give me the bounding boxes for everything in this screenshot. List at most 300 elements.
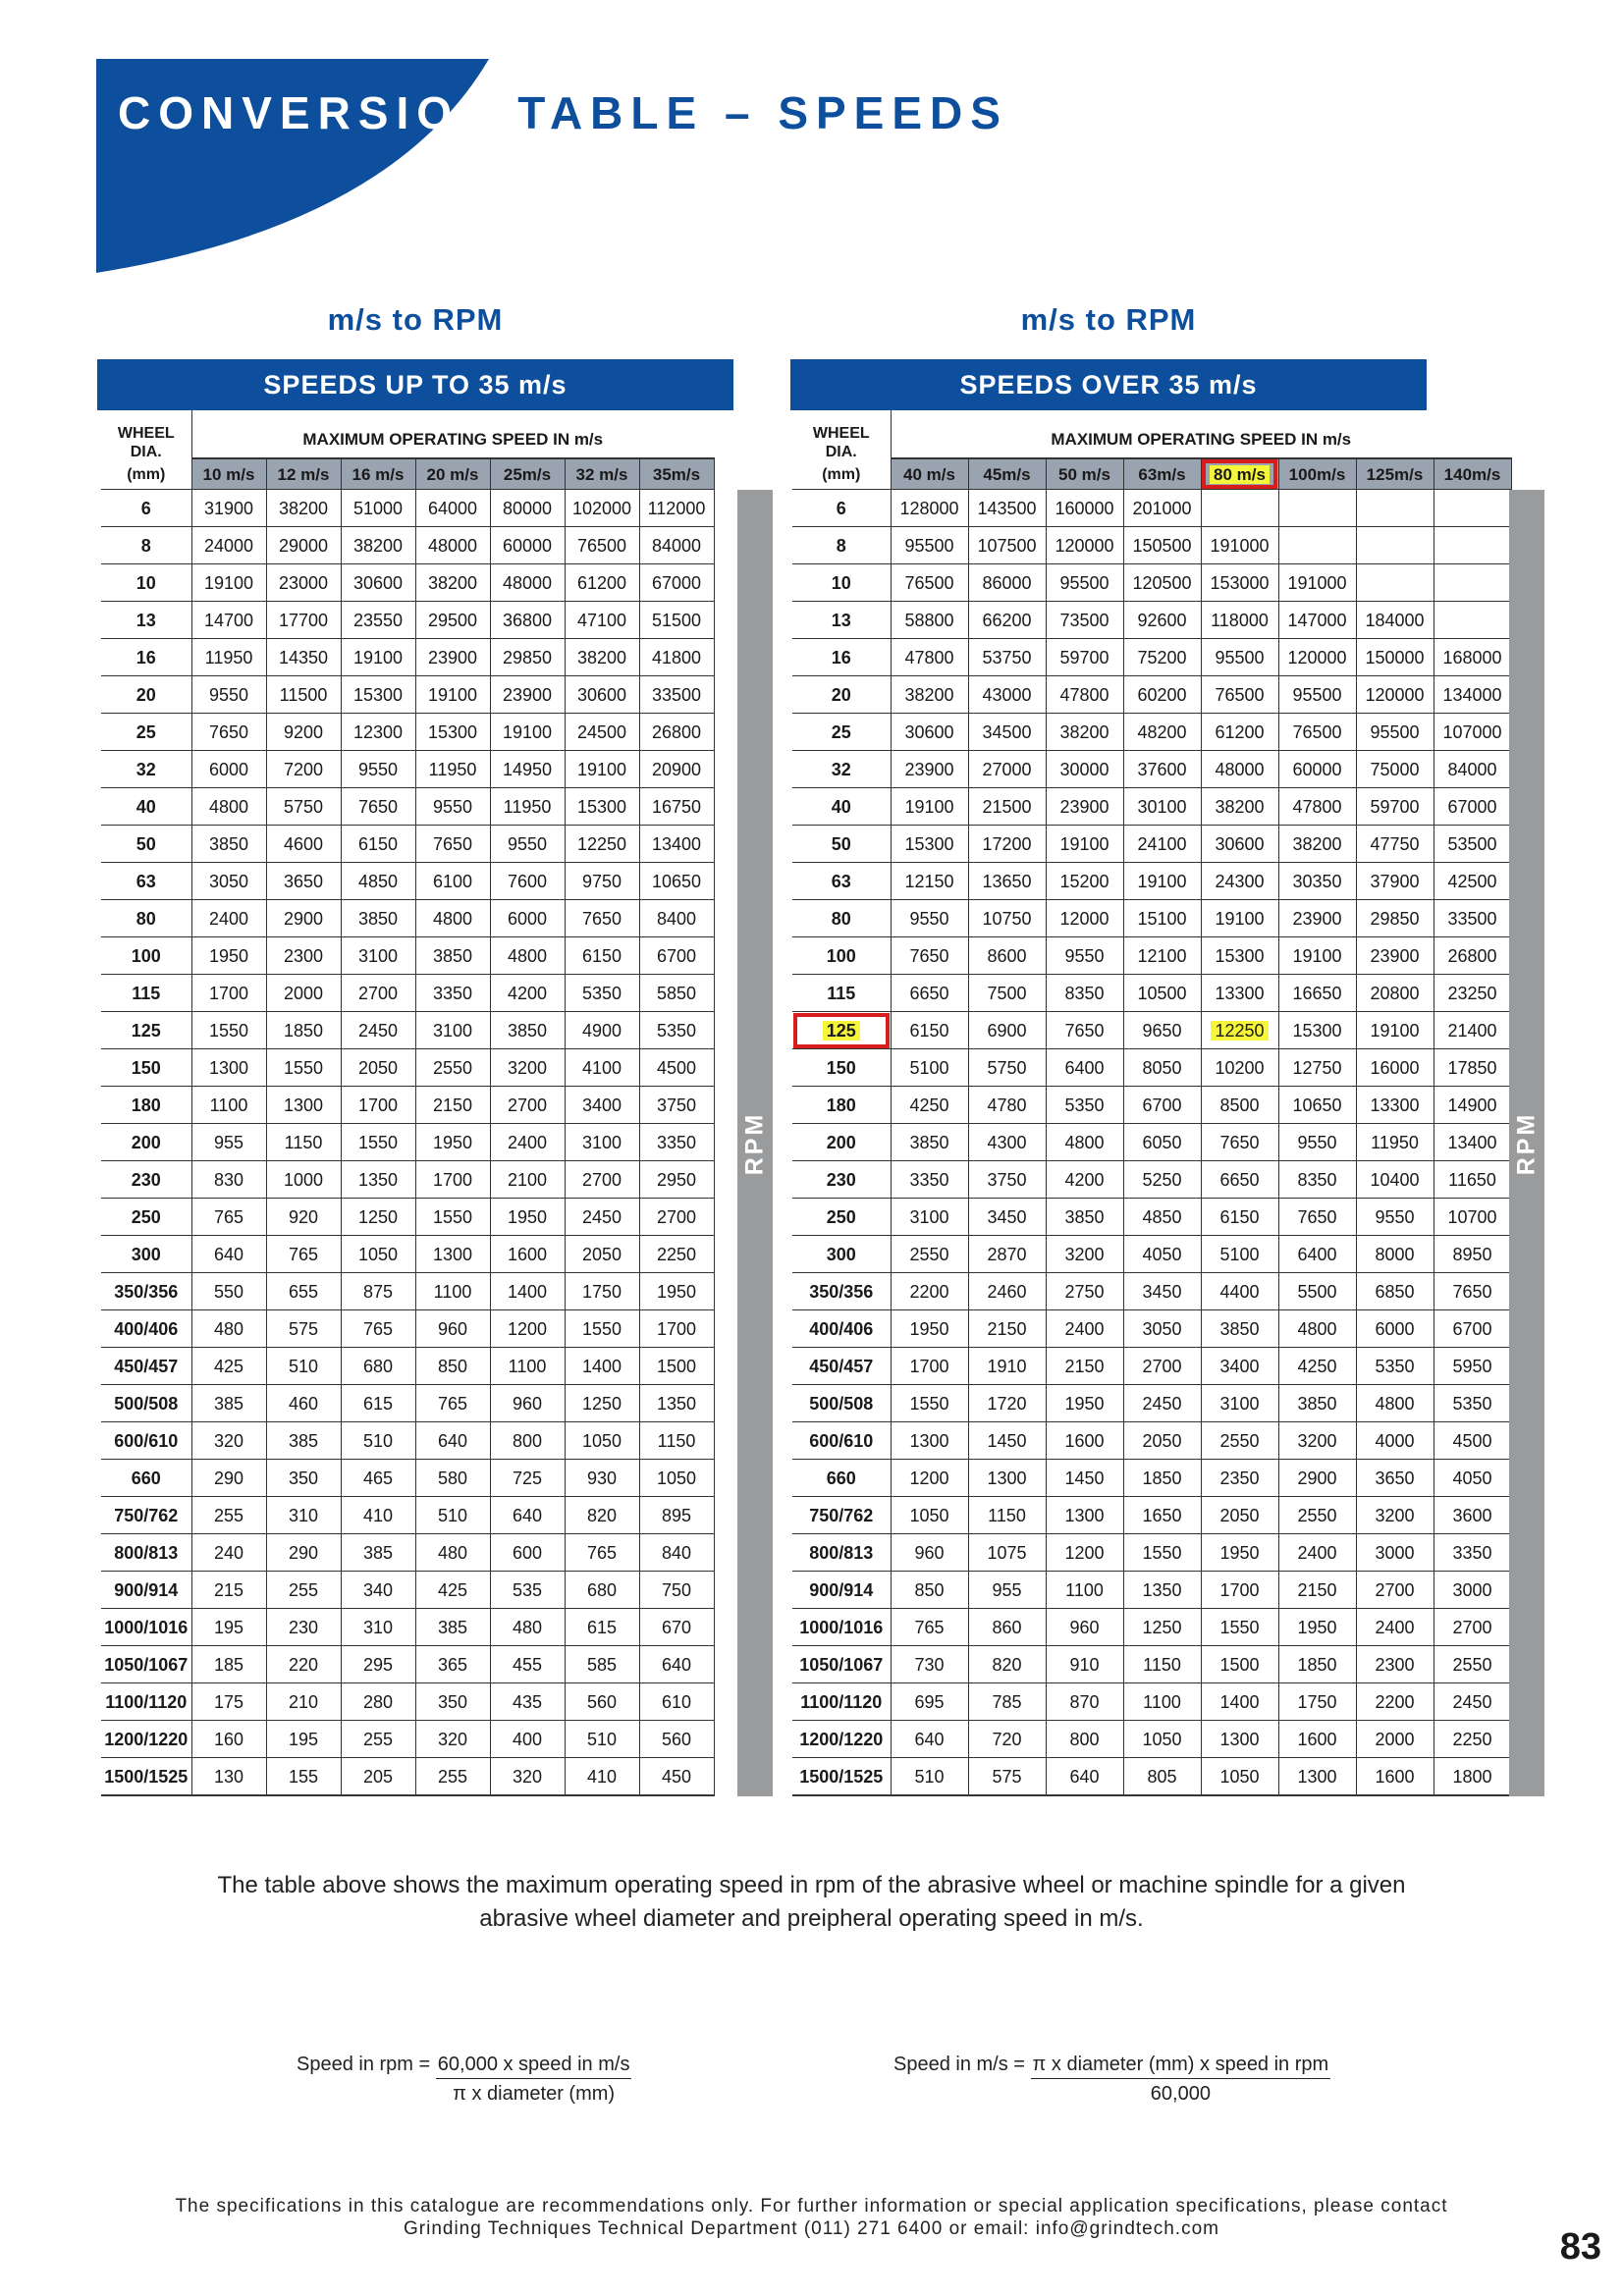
rpm-value-cell: 2900 <box>1278 1460 1356 1497</box>
rpm-value-cell: 4500 <box>1434 1422 1511 1460</box>
rpm-value-cell: 7650 <box>1278 1199 1356 1236</box>
table-row <box>101 1385 714 1422</box>
wheel-diameter-cell: 450/457 <box>101 1348 191 1385</box>
rpm-value-cell: 1400 <box>1201 1683 1278 1721</box>
rpm-value-cell: 2400 <box>1356 1609 1434 1646</box>
wheel-diameter-cell: 660 <box>101 1460 191 1497</box>
rpm-value-cell: 3350 <box>891 1161 968 1199</box>
rpm-value-cell: 19100 <box>1123 863 1201 900</box>
table-description <box>157 1869 1466 1936</box>
rpm-value-cell: 10500 <box>1123 975 1201 1012</box>
rpm-value-cell: 4800 <box>1046 1124 1123 1161</box>
rpm-value-cell: 1650 <box>1123 1497 1201 1534</box>
wheel-diameter-cell: 1500/1525 <box>792 1758 891 1796</box>
rpm-value-cell: 2700 <box>1434 1609 1511 1646</box>
right-rpm-side-bar <box>1509 490 1544 1796</box>
wheel-diameter-cell: 115 <box>101 975 191 1012</box>
table-row <box>792 1236 1511 1273</box>
ms-formula-denominator: 60,000 <box>1150 2083 1211 2105</box>
rpm-value-cell: 16750 <box>639 788 714 826</box>
rpm-value-cell: 450 <box>639 1758 714 1796</box>
rpm-value-cell: 1150 <box>639 1422 714 1460</box>
rpm-value-cell <box>1356 490 1434 527</box>
rpm-value-cell: 2350 <box>1201 1460 1278 1497</box>
rpm-value-cell: 150500 <box>1123 527 1201 564</box>
rpm-value-cell: 11950 <box>415 751 490 788</box>
rpm-value-cell: 6400 <box>1046 1049 1123 1087</box>
rpm-value-cell: 1100 <box>415 1273 490 1310</box>
wheel-diameter-cell: 16 <box>101 639 191 676</box>
rpm-value-cell: 1450 <box>1046 1460 1123 1497</box>
table-row <box>101 1348 714 1385</box>
rpm-value-cell: 2250 <box>639 1236 714 1273</box>
rpm-value-cell: 29000 <box>266 527 341 564</box>
speed-column-header: 12 m/s <box>266 458 341 490</box>
table-row <box>101 1049 714 1087</box>
rpm-value-cell: 12000 <box>1046 900 1123 937</box>
rpm-value-cell: 30350 <box>1278 863 1356 900</box>
rpm-value-cell: 2550 <box>1278 1497 1356 1534</box>
rpm-value-cell: 6000 <box>490 900 565 937</box>
rpm-value-cell: 1950 <box>1278 1609 1356 1646</box>
rpm-value-cell: 19100 <box>1356 1012 1434 1049</box>
right-conversion-table <box>792 410 1512 1796</box>
wheel-diameter-cell: 230 <box>792 1161 891 1199</box>
rpm-value-cell: 7650 <box>891 937 968 975</box>
rpm-value-cell: 41800 <box>639 639 714 676</box>
rpm-value-cell: 7650 <box>191 714 266 751</box>
left-rpm-side-bar <box>737 490 773 1796</box>
rpm-value-cell: 2700 <box>639 1199 714 1236</box>
speed-column-header: 140m/s <box>1434 458 1511 490</box>
rpm-value-cell: 53500 <box>1434 826 1511 863</box>
rpm-value-cell: 4100 <box>565 1049 639 1087</box>
rpm-value-cell: 480 <box>191 1310 266 1348</box>
rpm-value-cell: 255 <box>191 1497 266 1534</box>
rpm-value-cell: 1700 <box>891 1348 968 1385</box>
rpm-value-cell: 3850 <box>1278 1385 1356 1422</box>
rpm-value-cell: 48200 <box>1123 714 1201 751</box>
rpm-value-cell: 535 <box>490 1572 565 1609</box>
wheel-diameter-cell: 1100/1120 <box>101 1683 191 1721</box>
rpm-value-cell: 13300 <box>1201 975 1278 1012</box>
rpm-value-cell: 640 <box>891 1721 968 1758</box>
speed-column-header: 25m/s <box>490 458 565 490</box>
rpm-value-cell: 560 <box>565 1683 639 1721</box>
page-title <box>118 86 1008 139</box>
rpm-value-cell: 47800 <box>1278 788 1356 826</box>
rpm-value-cell: 1700 <box>415 1161 490 1199</box>
rpm-value-cell: 80000 <box>490 490 565 527</box>
rpm-value-cell: 670 <box>639 1609 714 1646</box>
rpm-value-cell: 1350 <box>341 1161 415 1199</box>
rpm-value-cell: 19100 <box>191 564 266 602</box>
rpm-value-cell: 14950 <box>490 751 565 788</box>
wheel-diameter-cell: 180 <box>792 1087 891 1124</box>
rpm-value-cell: 4800 <box>191 788 266 826</box>
rpm-value-cell: 2250 <box>1434 1721 1511 1758</box>
rpm-value-cell: 1500 <box>1201 1646 1278 1683</box>
rpm-value-cell: 5100 <box>891 1049 968 1087</box>
table-row <box>101 1683 714 1721</box>
table-row <box>101 1758 714 1796</box>
rpm-value-cell: 1050 <box>565 1422 639 1460</box>
rpm-value-cell: 51500 <box>639 602 714 639</box>
rpm-value-cell: 6700 <box>639 937 714 975</box>
rpm-value-cell: 147000 <box>1278 602 1356 639</box>
rpm-value-cell <box>1356 564 1434 602</box>
rpm-value-cell: 195 <box>266 1721 341 1758</box>
rpm-value-cell: 7650 <box>415 826 490 863</box>
rpm-value-cell: 2450 <box>1123 1385 1201 1422</box>
rpm-value-cell: 38200 <box>415 564 490 602</box>
rpm-value-cell: 1300 <box>1046 1497 1123 1534</box>
rpm-value-cell: 48000 <box>415 527 490 564</box>
rpm-value-cell: 1200 <box>490 1310 565 1348</box>
rpm-value-cell: 10650 <box>1278 1087 1356 1124</box>
rpm-value-cell: 1700 <box>1201 1572 1278 1609</box>
rpm-value-cell: 6000 <box>1356 1310 1434 1348</box>
rpm-value-cell: 1150 <box>1123 1646 1201 1683</box>
rpm-value-cell: 1400 <box>565 1348 639 1385</box>
left-speed-bar: SPEEDS UP TO 35 m/s <box>97 359 733 410</box>
rpm-value-cell: 910 <box>1046 1646 1123 1683</box>
rpm-value-cell: 6400 <box>1278 1236 1356 1273</box>
rpm-value-cell: 17700 <box>266 602 341 639</box>
page-number: 83 <box>1559 2226 1601 2268</box>
rpm-formula-prefix: Speed in rpm = <box>297 2054 431 2075</box>
rpm-value-cell: 1100 <box>490 1348 565 1385</box>
rpm-value-cell: 13650 <box>968 863 1046 900</box>
table-row <box>792 1609 1511 1646</box>
rpm-value-cell: 4850 <box>341 863 415 900</box>
rpm-value-cell: 30000 <box>1046 751 1123 788</box>
rpm-value-cell: 29850 <box>490 639 565 676</box>
rpm-value-cell: 2870 <box>968 1236 1046 1273</box>
rpm-value-cell: 765 <box>891 1609 968 1646</box>
rpm-value-cell: 840 <box>639 1534 714 1572</box>
rpm-value-cell: 84000 <box>639 527 714 564</box>
rpm-value-cell: 3100 <box>565 1124 639 1161</box>
rpm-value-cell: 86000 <box>968 564 1046 602</box>
rpm-value-cell: 2450 <box>565 1199 639 1236</box>
rpm-value-cell: 76500 <box>565 527 639 564</box>
rpm-value-cell: 150000 <box>1356 639 1434 676</box>
wheel-diameter-cell: 150 <box>101 1049 191 1087</box>
rpm-value-cell: 10750 <box>968 900 1046 937</box>
rpm-value-cell: 1950 <box>490 1199 565 1236</box>
rpm-value-cell: 9550 <box>1278 1124 1356 1161</box>
rpm-value-cell: 13400 <box>639 826 714 863</box>
rpm-value-cell: 210 <box>266 1683 341 1721</box>
rpm-value-cell: 3450 <box>1123 1273 1201 1310</box>
table-row <box>101 1236 714 1273</box>
table-row <box>101 1012 714 1049</box>
table-row <box>792 1310 1511 1348</box>
wheel-diameter-cell: 180 <box>101 1087 191 1124</box>
rpm-value-cell: 1050 <box>1123 1721 1201 1758</box>
rpm-value-cell: 2550 <box>891 1236 968 1273</box>
rpm-value-cell: 1750 <box>565 1273 639 1310</box>
table-row <box>101 975 714 1012</box>
rpm-value-cell: 73500 <box>1046 602 1123 639</box>
rpm-value-cell: 9550 <box>191 676 266 714</box>
rpm-value-cell: 6700 <box>1434 1310 1511 1348</box>
rpm-value-cell: 47800 <box>891 639 968 676</box>
wheel-diameter-cell: 16 <box>792 639 891 676</box>
rpm-value-cell: 6650 <box>1201 1161 1278 1199</box>
rpm-value-cell: 1600 <box>1278 1721 1356 1758</box>
rpm-value-cell: 550 <box>191 1273 266 1310</box>
table-row <box>101 1199 714 1236</box>
rpm-value-cell: 95500 <box>1278 676 1356 714</box>
max-speed-caption: MAXIMUM OPERATING SPEED IN m/s <box>191 410 714 458</box>
wheel-diameter-cell: 13 <box>101 602 191 639</box>
rpm-value-cell: 2550 <box>1201 1422 1278 1460</box>
rpm-value-cell: 6150 <box>1201 1199 1278 1236</box>
rpm-value-cell: 2700 <box>1356 1572 1434 1609</box>
rpm-value-cell: 4800 <box>490 937 565 975</box>
table-row <box>792 676 1511 714</box>
rpm-value-cell: 4800 <box>1278 1310 1356 1348</box>
rpm-value-cell: 51000 <box>341 490 415 527</box>
rpm-value-cell: 2400 <box>1278 1534 1356 1572</box>
rpm-value-cell: 480 <box>415 1534 490 1572</box>
table-row <box>101 1161 714 1199</box>
table-row <box>101 1310 714 1348</box>
rpm-value-cell: 2450 <box>1434 1683 1511 1721</box>
rpm-value-cell: 4900 <box>565 1012 639 1049</box>
rpm-value-cell: 43000 <box>968 676 1046 714</box>
left-conversion-table <box>101 410 715 1796</box>
rpm-formula <box>297 2054 631 2106</box>
rpm-value-cell: 12750 <box>1278 1049 1356 1087</box>
rpm-value-cell: 1600 <box>490 1236 565 1273</box>
rpm-value-cell: 67000 <box>1434 788 1511 826</box>
rpm-value-cell: 1300 <box>191 1049 266 1087</box>
rpm-value-cell: 66200 <box>968 602 1046 639</box>
rpm-value-cell: 6150 <box>341 826 415 863</box>
rpm-value-cell: 960 <box>490 1385 565 1422</box>
rpm-value-cell: 955 <box>191 1124 266 1161</box>
rpm-value-cell: 47100 <box>565 602 639 639</box>
rpm-value-cell: 205 <box>341 1758 415 1796</box>
rpm-value-cell: 480 <box>490 1609 565 1646</box>
rpm-value-cell: 130 <box>191 1758 266 1796</box>
rpm-value-cell: 2150 <box>1278 1572 1356 1609</box>
rpm-value-cell: 3450 <box>968 1199 1046 1236</box>
table-row <box>792 900 1511 937</box>
rpm-value-cell: 76500 <box>1201 676 1278 714</box>
rpm-value-cell: 10700 <box>1434 1199 1511 1236</box>
rpm-value-cell: 1550 <box>266 1049 341 1087</box>
wheel-diameter-cell: 400/406 <box>101 1310 191 1348</box>
table-row <box>101 1646 714 1683</box>
rpm-value-cell: 1050 <box>639 1460 714 1497</box>
rpm-value-cell: 955 <box>968 1572 1046 1609</box>
rpm-value-cell: 805 <box>1123 1758 1201 1796</box>
rpm-value-cell: 640 <box>191 1236 266 1273</box>
wheel-diameter-cell: 50 <box>101 826 191 863</box>
rpm-value-cell: 820 <box>968 1646 1046 1683</box>
wheel-dia-header <box>101 410 191 490</box>
rpm-value-cell: 1910 <box>968 1348 1046 1385</box>
rpm-value-cell: 1150 <box>266 1124 341 1161</box>
rpm-value-cell: 320 <box>415 1721 490 1758</box>
rpm-value-cell: 8350 <box>1278 1161 1356 1199</box>
rpm-value-cell: 640 <box>1046 1758 1123 1796</box>
rpm-value-cell: 1300 <box>968 1460 1046 1497</box>
rpm-value-cell: 2900 <box>266 900 341 937</box>
rpm-value-cell: 2150 <box>1046 1348 1123 1385</box>
rpm-value-cell: 3200 <box>1046 1236 1123 1273</box>
table-row <box>101 602 714 639</box>
rpm-value-cell: 2200 <box>1356 1683 1434 1721</box>
rpm-value-cell <box>1434 490 1511 527</box>
rpm-value-cell: 3100 <box>415 1012 490 1049</box>
rpm-value-cell: 800 <box>1046 1721 1123 1758</box>
rpm-value-cell: 38200 <box>891 676 968 714</box>
rpm-value-cell: 23900 <box>891 751 968 788</box>
wheel-diameter-cell: 50 <box>792 826 891 863</box>
table-row <box>101 1087 714 1124</box>
rpm-value-cell: 112000 <box>639 490 714 527</box>
rpm-value-cell: 7650 <box>565 900 639 937</box>
rpm-value-cell: 875 <box>341 1273 415 1310</box>
rpm-value-cell: 16650 <box>1278 975 1356 1012</box>
wheel-diameter-cell: 6 <box>792 490 891 527</box>
wheel-diameter-cell: 80 <box>101 900 191 937</box>
wheel-diameter-cell <box>792 1012 891 1049</box>
wheel-diameter-cell: 6 <box>101 490 191 527</box>
rpm-value-cell: 53750 <box>968 639 1046 676</box>
wheel-diameter-cell: 63 <box>101 863 191 900</box>
rpm-value-cell: 765 <box>266 1236 341 1273</box>
table-row <box>101 1422 714 1460</box>
rpm-value-cell: 640 <box>415 1422 490 1460</box>
rpm-value-cell: 930 <box>565 1460 639 1497</box>
table-row <box>792 975 1511 1012</box>
rpm-value-cell: 290 <box>191 1460 266 1497</box>
rpm-value-cell: 4600 <box>266 826 341 863</box>
rpm-value-cell: 5950 <box>1434 1348 1511 1385</box>
table-row <box>792 1161 1511 1199</box>
table-row <box>101 1497 714 1534</box>
rpm-value-cell: 960 <box>1046 1609 1123 1646</box>
table-row <box>101 676 714 714</box>
rpm-value-cell: 1100 <box>1046 1572 1123 1609</box>
dia-label: DIA. <box>825 444 857 460</box>
wheel-diameter-cell: 750/762 <box>101 1497 191 1534</box>
rpm-value-cell <box>1434 527 1511 564</box>
rpm-value-cell: 23900 <box>415 639 490 676</box>
rpm-value-cell: 95500 <box>1046 564 1123 602</box>
rpm-value-cell: 2050 <box>341 1049 415 1087</box>
rpm-value-cell: 580 <box>415 1460 490 1497</box>
rpm-value-cell: 34500 <box>968 714 1046 751</box>
wheel-diameter-cell: 40 <box>101 788 191 826</box>
rpm-value-cell: 680 <box>565 1572 639 1609</box>
rpm-value-cell: 120000 <box>1356 676 1434 714</box>
wheel-diameter-cell: 600/610 <box>792 1422 891 1460</box>
rpm-value-cell: 8500 <box>1201 1087 1278 1124</box>
rpm-value-cell: 5100 <box>1201 1236 1278 1273</box>
rpm-value-cell: 320 <box>490 1758 565 1796</box>
rpm-value-cell: 765 <box>415 1385 490 1422</box>
rpm-value-cell: 58800 <box>891 602 968 639</box>
rpm-value-cell: 24500 <box>565 714 639 751</box>
rpm-value-cell: 10400 <box>1356 1161 1434 1199</box>
table-row <box>792 1683 1511 1721</box>
rpm-value-cell: 120000 <box>1046 527 1123 564</box>
rpm-value-cell: 1300 <box>891 1422 968 1460</box>
rpm-value-cell: 30600 <box>1201 826 1278 863</box>
rpm-value-cell: 1250 <box>565 1385 639 1422</box>
table-row <box>101 714 714 751</box>
rpm-value-cell: 23900 <box>1046 788 1123 826</box>
rpm-value-cell: 2950 <box>639 1161 714 1199</box>
rpm-value-cell: 3650 <box>1356 1460 1434 1497</box>
table-row <box>101 639 714 676</box>
rpm-value-cell <box>1434 602 1511 639</box>
rpm-value-cell: 8400 <box>639 900 714 937</box>
rpm-value-cell: 67000 <box>639 564 714 602</box>
wheel-diameter-cell: 25 <box>792 714 891 751</box>
speed-column-header: 10 m/s <box>191 458 266 490</box>
rpm-value-cell: 3200 <box>1278 1422 1356 1460</box>
left-subtitle: m/s to RPM <box>327 302 504 337</box>
rpm-value-cell: 184000 <box>1356 602 1434 639</box>
table-row <box>792 714 1511 751</box>
rpm-value-cell: 15300 <box>891 826 968 863</box>
rpm-value-cell: 1000 <box>266 1161 341 1199</box>
rpm-value-cell <box>1434 564 1511 602</box>
rpm-value-cell: 8600 <box>968 937 1046 975</box>
rpm-value-cell: 385 <box>341 1534 415 1572</box>
rpm-value-cell: 2700 <box>1123 1348 1201 1385</box>
wheel-diameter-cell: 750/762 <box>792 1497 891 1534</box>
rpm-value-cell: 33500 <box>639 676 714 714</box>
rpm-value-cell: 3850 <box>191 826 266 863</box>
table-row <box>792 1758 1511 1796</box>
rpm-value-cell <box>1278 527 1356 564</box>
rpm-value-cell: 3850 <box>1046 1199 1123 1236</box>
rpm-value-cell: 7600 <box>490 863 565 900</box>
rpm-value-cell: 310 <box>341 1609 415 1646</box>
rpm-value-cell: 60200 <box>1123 676 1201 714</box>
rpm-value-cell: 107000 <box>1434 714 1511 751</box>
wheel-diameter-cell: 32 <box>101 751 191 788</box>
rpm-value-cell: 16000 <box>1356 1049 1434 1087</box>
rpm-value-cell: 3100 <box>1201 1385 1278 1422</box>
rpm-value-cell: 255 <box>415 1758 490 1796</box>
rpm-value-cell: 120500 <box>1123 564 1201 602</box>
rpm-value-cell: 695 <box>891 1683 968 1721</box>
rpm-value-cell: 24000 <box>191 527 266 564</box>
rpm-value-cell: 2700 <box>565 1161 639 1199</box>
rpm-value-cell: 9550 <box>415 788 490 826</box>
speed-column-header: 16 m/s <box>341 458 415 490</box>
rpm-value-cell: 1100 <box>191 1087 266 1124</box>
rpm-value-cell: 350 <box>415 1683 490 1721</box>
rpm-value-cell: 14900 <box>1434 1087 1511 1124</box>
wheel-diameter-cell: 350/356 <box>101 1273 191 1310</box>
wheel-diameter-cell: 10 <box>792 564 891 602</box>
rpm-value-cell: 615 <box>565 1609 639 1646</box>
rpm-value-cell: 385 <box>266 1422 341 1460</box>
rpm-value-cell: 1550 <box>1201 1609 1278 1646</box>
table-row <box>101 1460 714 1497</box>
